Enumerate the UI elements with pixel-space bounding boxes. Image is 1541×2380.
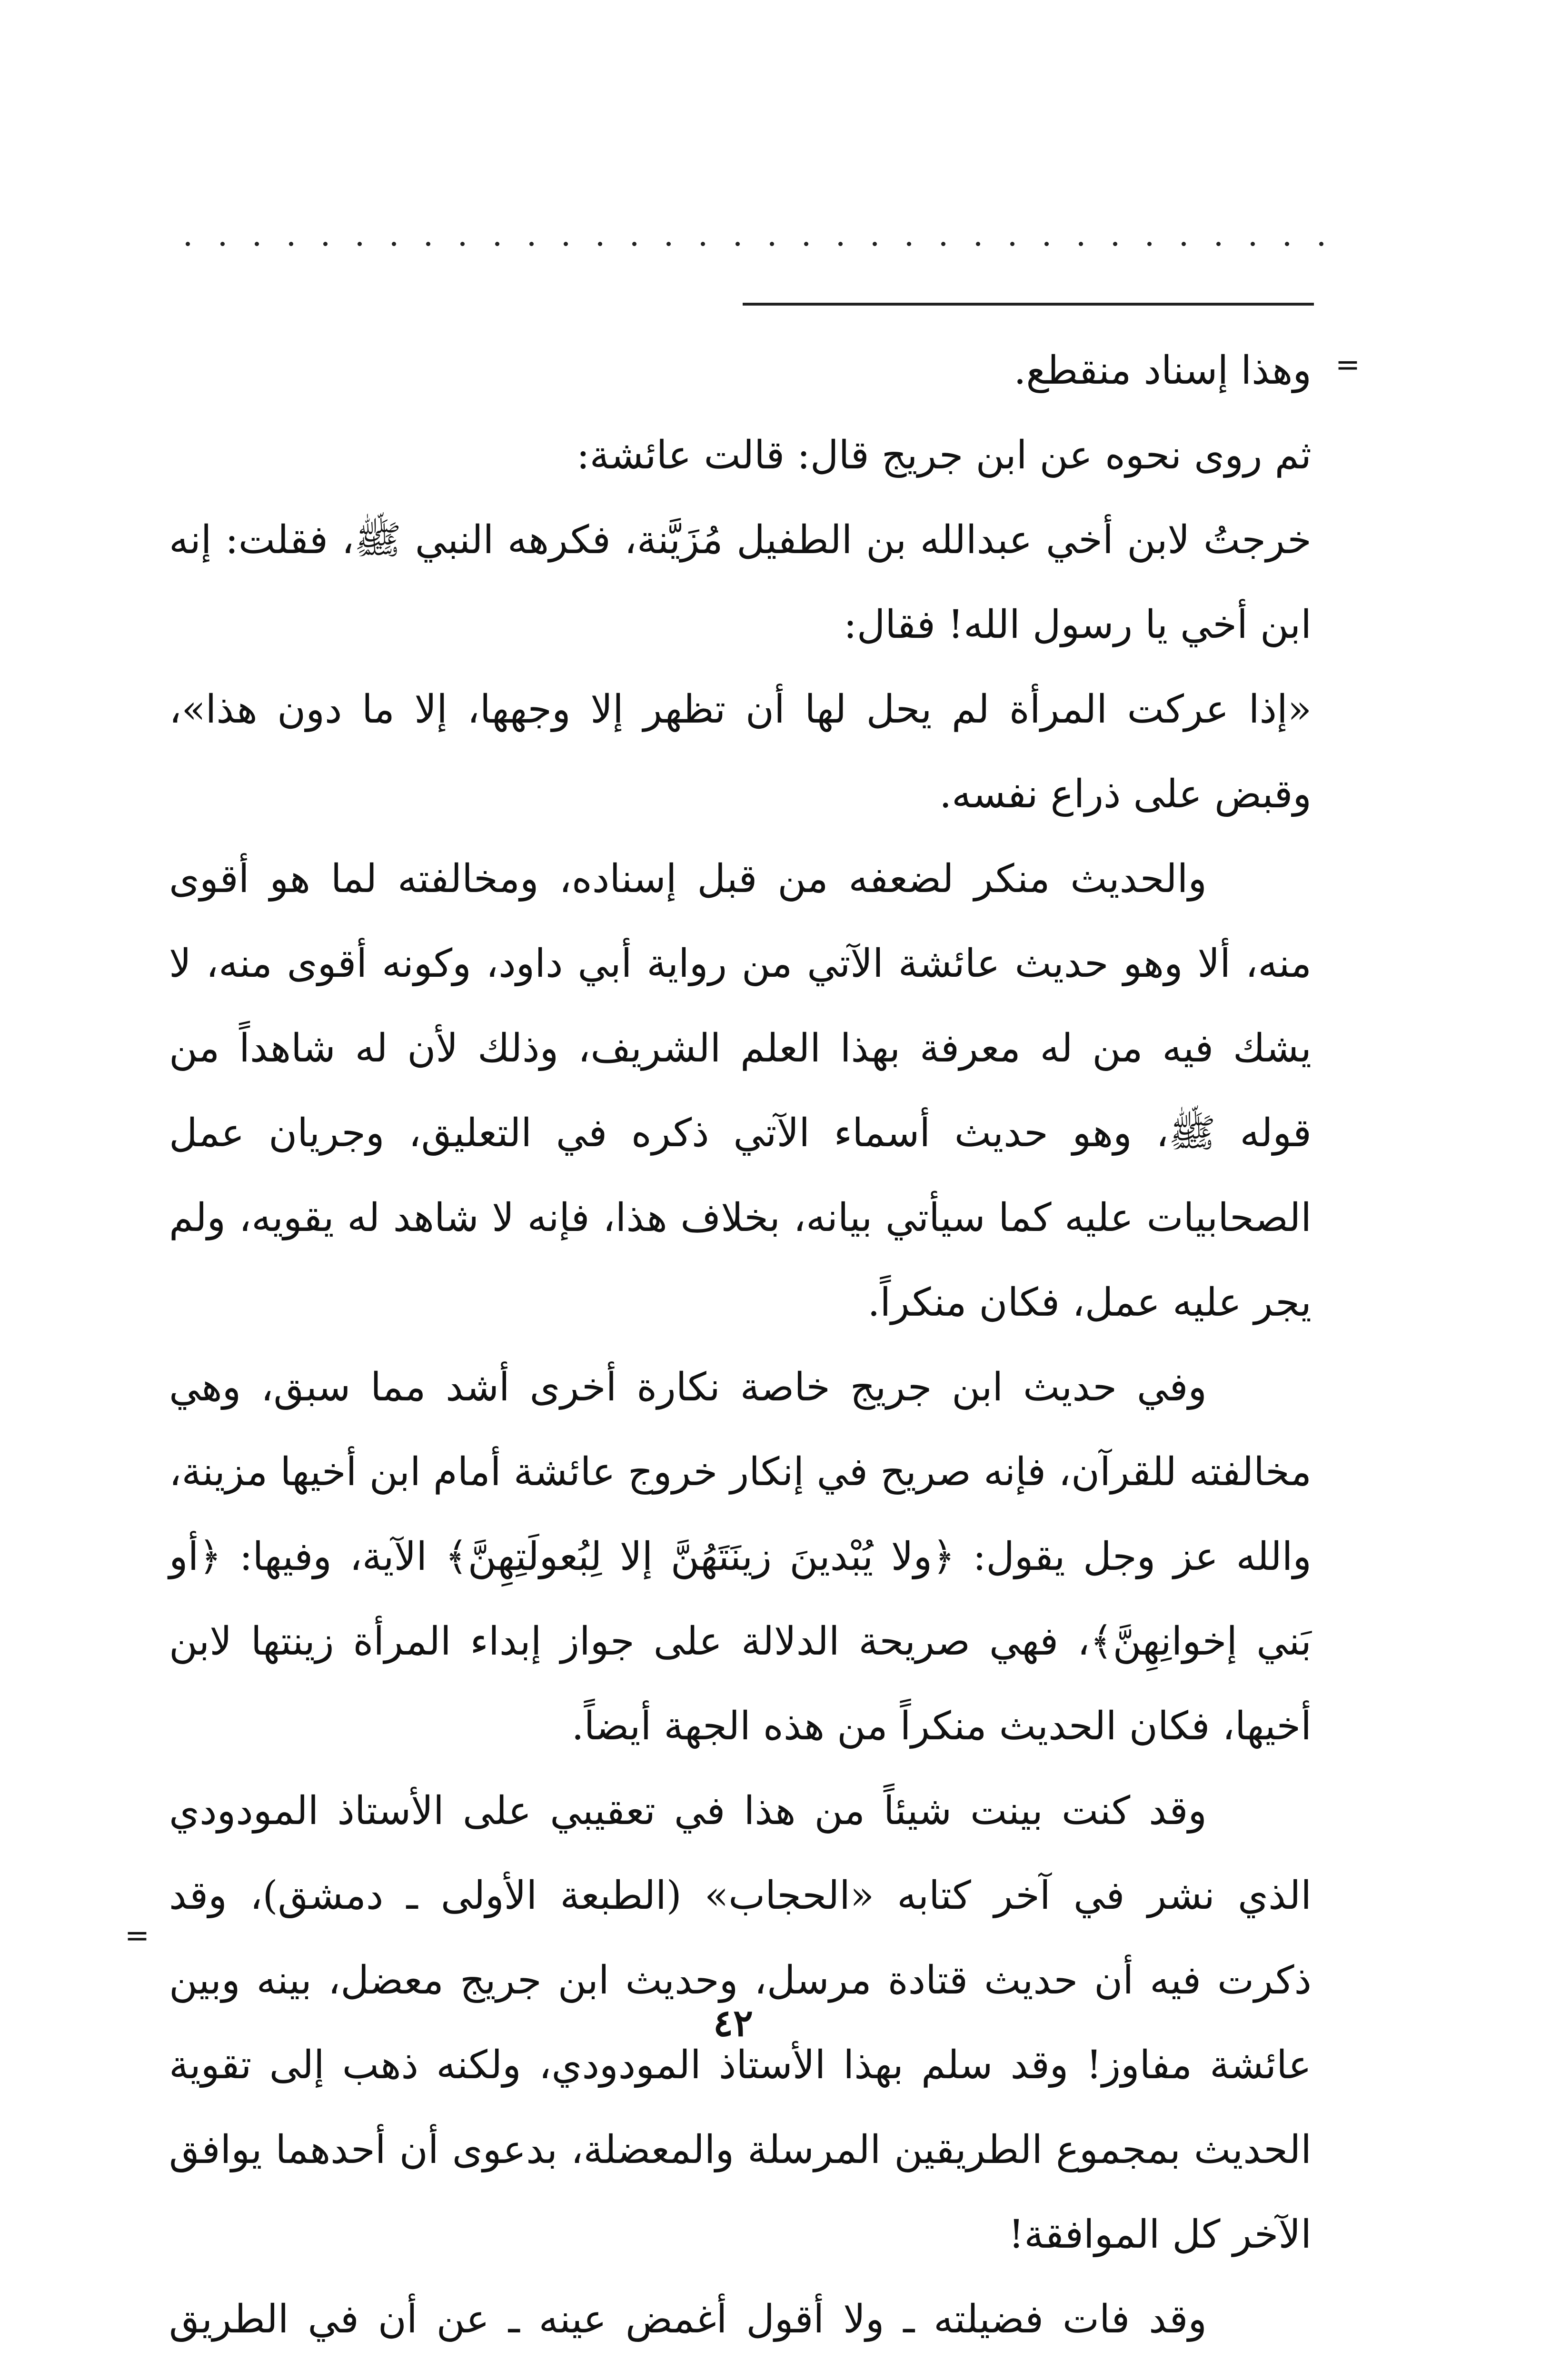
header-dot [1319,242,1323,246]
header-dot [838,242,843,246]
header-rule [743,303,1314,306]
header-dot [770,242,774,246]
header-dot [220,242,225,246]
paragraph-8: وقد فات فضيلته ـ ولا أقول أغمض عينه ـ عن أن في الطريق [169,2297,1207,2342]
header-dot [701,242,705,246]
header-dot [1113,242,1117,246]
header-dot [598,242,602,246]
header-dot [289,242,293,246]
header-dot [186,242,190,246]
header-dot [941,242,945,246]
header-dot [323,242,328,246]
paragraph-6: وفي حديث ابن جريج خاصة نكارة أخرى أشد مما سبق، وهي مخالفته للقرآن، فإنه صريح في إنكار خروج عائشة أمام ابن أخيها مزينة، والله عز وجل يقول: ﴿ولا يُبْدينَ زينَتَهُنَّ إلا لِبُعولَتِهِنَّ﴾ الآية، وفيها: ﴿أو بَني إخوانِهِنَّ﴾، فهي صريحة الدلالة على جواز إبداء المرأة زينتها لابن أخيها، فكان الحديث منكراً من هذه الجهة أيضاً. [169,1365,1312,1749]
header-dot [1147,242,1152,246]
header-dot [1079,242,1083,246]
header-dot [1251,242,1255,246]
header-dot [460,242,465,246]
header-dot [255,242,259,246]
continuation-mark-top: = [1335,347,1360,382]
header-dot [976,242,980,246]
header-dot [666,242,671,246]
header-dot [1216,242,1221,246]
header-dot [564,242,568,246]
header-dot [495,242,499,246]
paragraph-4: «إذا عركت المرأة لم يحل لها أن تظهر إلا وجهها، إلا ما دون هذا»، وقبض على ذراع نفسه. [169,687,1312,817]
header-dot [1044,242,1049,246]
header-dot [358,242,362,246]
paragraph-2: ثم روى نحوه عن ابن جريج قال: قالت عائشة: [577,433,1312,478]
paragraph-3: خرجتُ لابن أخي عبدالله بن الطفيل مُزَيَّنة، فكرهه النبي ﷺ، فقلت: إنه ابن أخي يا رسول الله! فقال: [169,517,1312,647]
header-dot [632,242,636,246]
header-dot [804,242,808,246]
paragraph-1: وهذا إسناد منقطع. [1014,348,1312,393]
header-dot [907,242,911,246]
header-dot [529,242,534,246]
header-dot [392,242,396,246]
header-dotted-line [186,240,1323,247]
header-dot [873,242,877,246]
header-dot [1010,242,1014,246]
paragraph-7: وقد كنت بينت شيئاً من هذا في تعقيبي على الأستاذ المودودي الذي نشر في آخر كتابه «الحجاب» (الطبعة الأولى ـ دمشق)، وقد ذكرت فيه أن حديث قتادة مرسل، وحديث ابن جريج معضل، بينه وبين عائشة مفاوز! وقد سلم بهذا الأستاذ المودودي، ولكنه ذهب إلى تقوية الحديث بمجموع الطريقين المرسلة والمعضلة، بدعوى أن أحدهما يوافق الآخر كل الموافقة! [169,1788,1312,2257]
paragraph-5: والحديث منكر لضعفه من قبل إسناده، ومخالفته لما هو أقوى منه، ألا وهو حديث عائشة الآتي من رواية أبي داود، وكونه أقوى منه، لا يشك فيه من له معرفة بهذا العلم الشريف، وذلك لأن له شاهداً من قوله ﷺ، وهو حديث أسماء الآتي ذكره في التعليق، وجريان عمل الصحابيات عليه كما سيأتي بيانه، بخلاف هذا، فإنه لا شاهد له يقويه، ولم يجر عليه عمل، فكان منكراً. [169,856,1312,1325]
continuation-mark-bottom: = [125,1918,149,1953]
page-number: ٤٢ [713,2002,753,2045]
header-dot [1285,242,1289,246]
header-dot [736,242,740,246]
header-dot [426,242,430,246]
header-dot [1182,242,1186,246]
